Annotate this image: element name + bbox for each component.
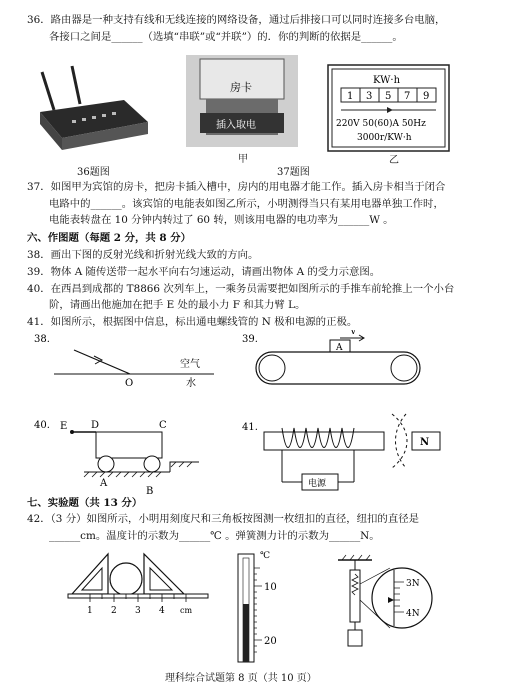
caption-yi: 乙 bbox=[389, 155, 399, 166]
label-d: D bbox=[91, 420, 100, 431]
label-39: 39. bbox=[242, 334, 258, 345]
meter-digit: 1 bbox=[347, 91, 354, 102]
q42-line1: 42．（3 分）如图所示，小明用刻度尺和三角板按图测一枚纽扣的直径，纽扣的直径是 bbox=[27, 513, 419, 525]
card-text-top: 房卡 bbox=[230, 81, 252, 94]
q37-line1: 37．如图甲为宾馆的房卡，把房卡插入槽中，房内的用电器才能工作。插入房卡相当于闭合 bbox=[27, 181, 446, 193]
q36-line2: 各接口之间是______（选填“串联”或“并联”）的．你的判断的依据是______。 bbox=[49, 31, 403, 43]
ruler-label-3: 3 bbox=[135, 606, 141, 616]
thermo-liquid bbox=[243, 604, 249, 662]
thermometer bbox=[226, 548, 286, 664]
caption-36: 36题图 bbox=[77, 167, 110, 178]
label-water: 水 bbox=[186, 378, 196, 389]
label-40: 40. bbox=[34, 420, 50, 431]
label-c: C bbox=[159, 420, 167, 431]
meter-digit: 3 bbox=[366, 91, 373, 102]
meter-spec-2: 3000r/KW·h bbox=[357, 133, 412, 143]
ruler-unit: cm bbox=[180, 606, 193, 615]
meter-digit: 9 bbox=[423, 91, 430, 102]
q40-line1: 40．在西昌到成都的 T8866 次列车上，一乘务员需要把如图所示的手推车前轮推上一个小台 bbox=[27, 283, 455, 295]
left-triangle bbox=[72, 554, 108, 594]
weight bbox=[348, 630, 362, 646]
q39-text: 39．物体 A 随传送带一起水平向右匀速运动，请画出物体 A 的受力示意图。 bbox=[27, 266, 381, 278]
section-6-heading: 六、作图题（每题 2 分，共 8 分） bbox=[27, 232, 192, 244]
label-41: 41. bbox=[242, 422, 258, 433]
meter-spec-1: 220V 50(60)A 50Hz bbox=[336, 119, 426, 129]
field-line-left bbox=[392, 414, 407, 468]
label-b-40: B bbox=[146, 486, 154, 497]
meter-digit: 5 bbox=[385, 91, 392, 102]
ruler-label-4: 4 bbox=[159, 606, 165, 616]
diagram-39 bbox=[242, 330, 442, 400]
room-card-image bbox=[186, 55, 298, 147]
label-38: 38. bbox=[34, 334, 50, 345]
q42-line2: ______cm。温度计的示数为______℃ 。弹簧测力计的示数为______N。 bbox=[49, 530, 380, 542]
label-v: V bbox=[350, 330, 357, 337]
label-air: 空气 bbox=[180, 359, 200, 370]
scale-4n: 4N bbox=[406, 609, 420, 619]
label-o: O bbox=[125, 378, 134, 389]
ruler-label-1: 1 bbox=[87, 606, 93, 616]
diagram-40 bbox=[34, 418, 234, 498]
q38-text: 38．画出下图的反射光线和折射光线大致的方向。 bbox=[27, 249, 259, 261]
diagram-38 bbox=[34, 330, 234, 400]
thermo-ticks bbox=[254, 568, 262, 652]
caption-jia: 甲 bbox=[238, 154, 248, 165]
thermo-label-10: 10 bbox=[264, 582, 277, 593]
left-pulley bbox=[259, 355, 285, 381]
rear-wheel bbox=[98, 456, 114, 472]
front-wheel bbox=[144, 456, 160, 472]
q37-line3: 电能表转盘在 10 分钟内转过了 60 转，则该用电器的电功率为______W 。 bbox=[49, 214, 394, 226]
incident-ray bbox=[74, 350, 130, 374]
label-n: N bbox=[420, 437, 430, 448]
router-image bbox=[32, 62, 152, 152]
magnified-view bbox=[372, 568, 432, 628]
energy-meter bbox=[327, 64, 450, 152]
q37-line2: 电路中的______。该宾馆的电能表如图乙所示，小明测得当只有某用电器单独工作时， bbox=[49, 198, 444, 210]
section-7-heading: 七、实验题（共 13 分） bbox=[27, 497, 143, 509]
label-a-40: A bbox=[100, 478, 108, 489]
label-e: E bbox=[60, 421, 68, 432]
caption-37: 37题图 bbox=[277, 167, 310, 178]
label-power: 电源 bbox=[308, 479, 327, 489]
button bbox=[110, 563, 142, 595]
thermo-unit: ℃ bbox=[260, 551, 271, 561]
ruler-label-2: 2 bbox=[111, 606, 117, 616]
field-line-right bbox=[396, 414, 407, 468]
q40-line2: 阶，请画出他施加在把手 E 处的最小力 F 和其力臂 L。 bbox=[49, 299, 306, 311]
scale-body bbox=[350, 570, 360, 622]
page-footer: 理科综合试题第 8 页（共 10 页） bbox=[165, 673, 317, 684]
label-a: A bbox=[336, 343, 343, 353]
meter-digit: 7 bbox=[404, 91, 411, 102]
diagram-41 bbox=[242, 408, 452, 498]
q36-line1: 36．路由器是一种支持有线和无线连接的网络设备，通过后排接口可以同时连接多台电脑， bbox=[27, 14, 446, 26]
cart-body bbox=[96, 432, 162, 458]
q41-text: 41．如图所示，根据图中信息，标出通电螺线管的 N 极和电源的正极。 bbox=[27, 316, 358, 328]
spring-scale bbox=[328, 554, 438, 650]
card-text-bottom: 插入取电 bbox=[216, 120, 256, 131]
thermo-label-20: 20 bbox=[264, 636, 277, 647]
scale-3n: 3N bbox=[406, 579, 420, 589]
meter-unit: KW·h bbox=[373, 75, 401, 86]
right-pulley bbox=[391, 355, 417, 381]
ruler-figure bbox=[66, 550, 216, 618]
conveyor-belt bbox=[256, 352, 420, 384]
